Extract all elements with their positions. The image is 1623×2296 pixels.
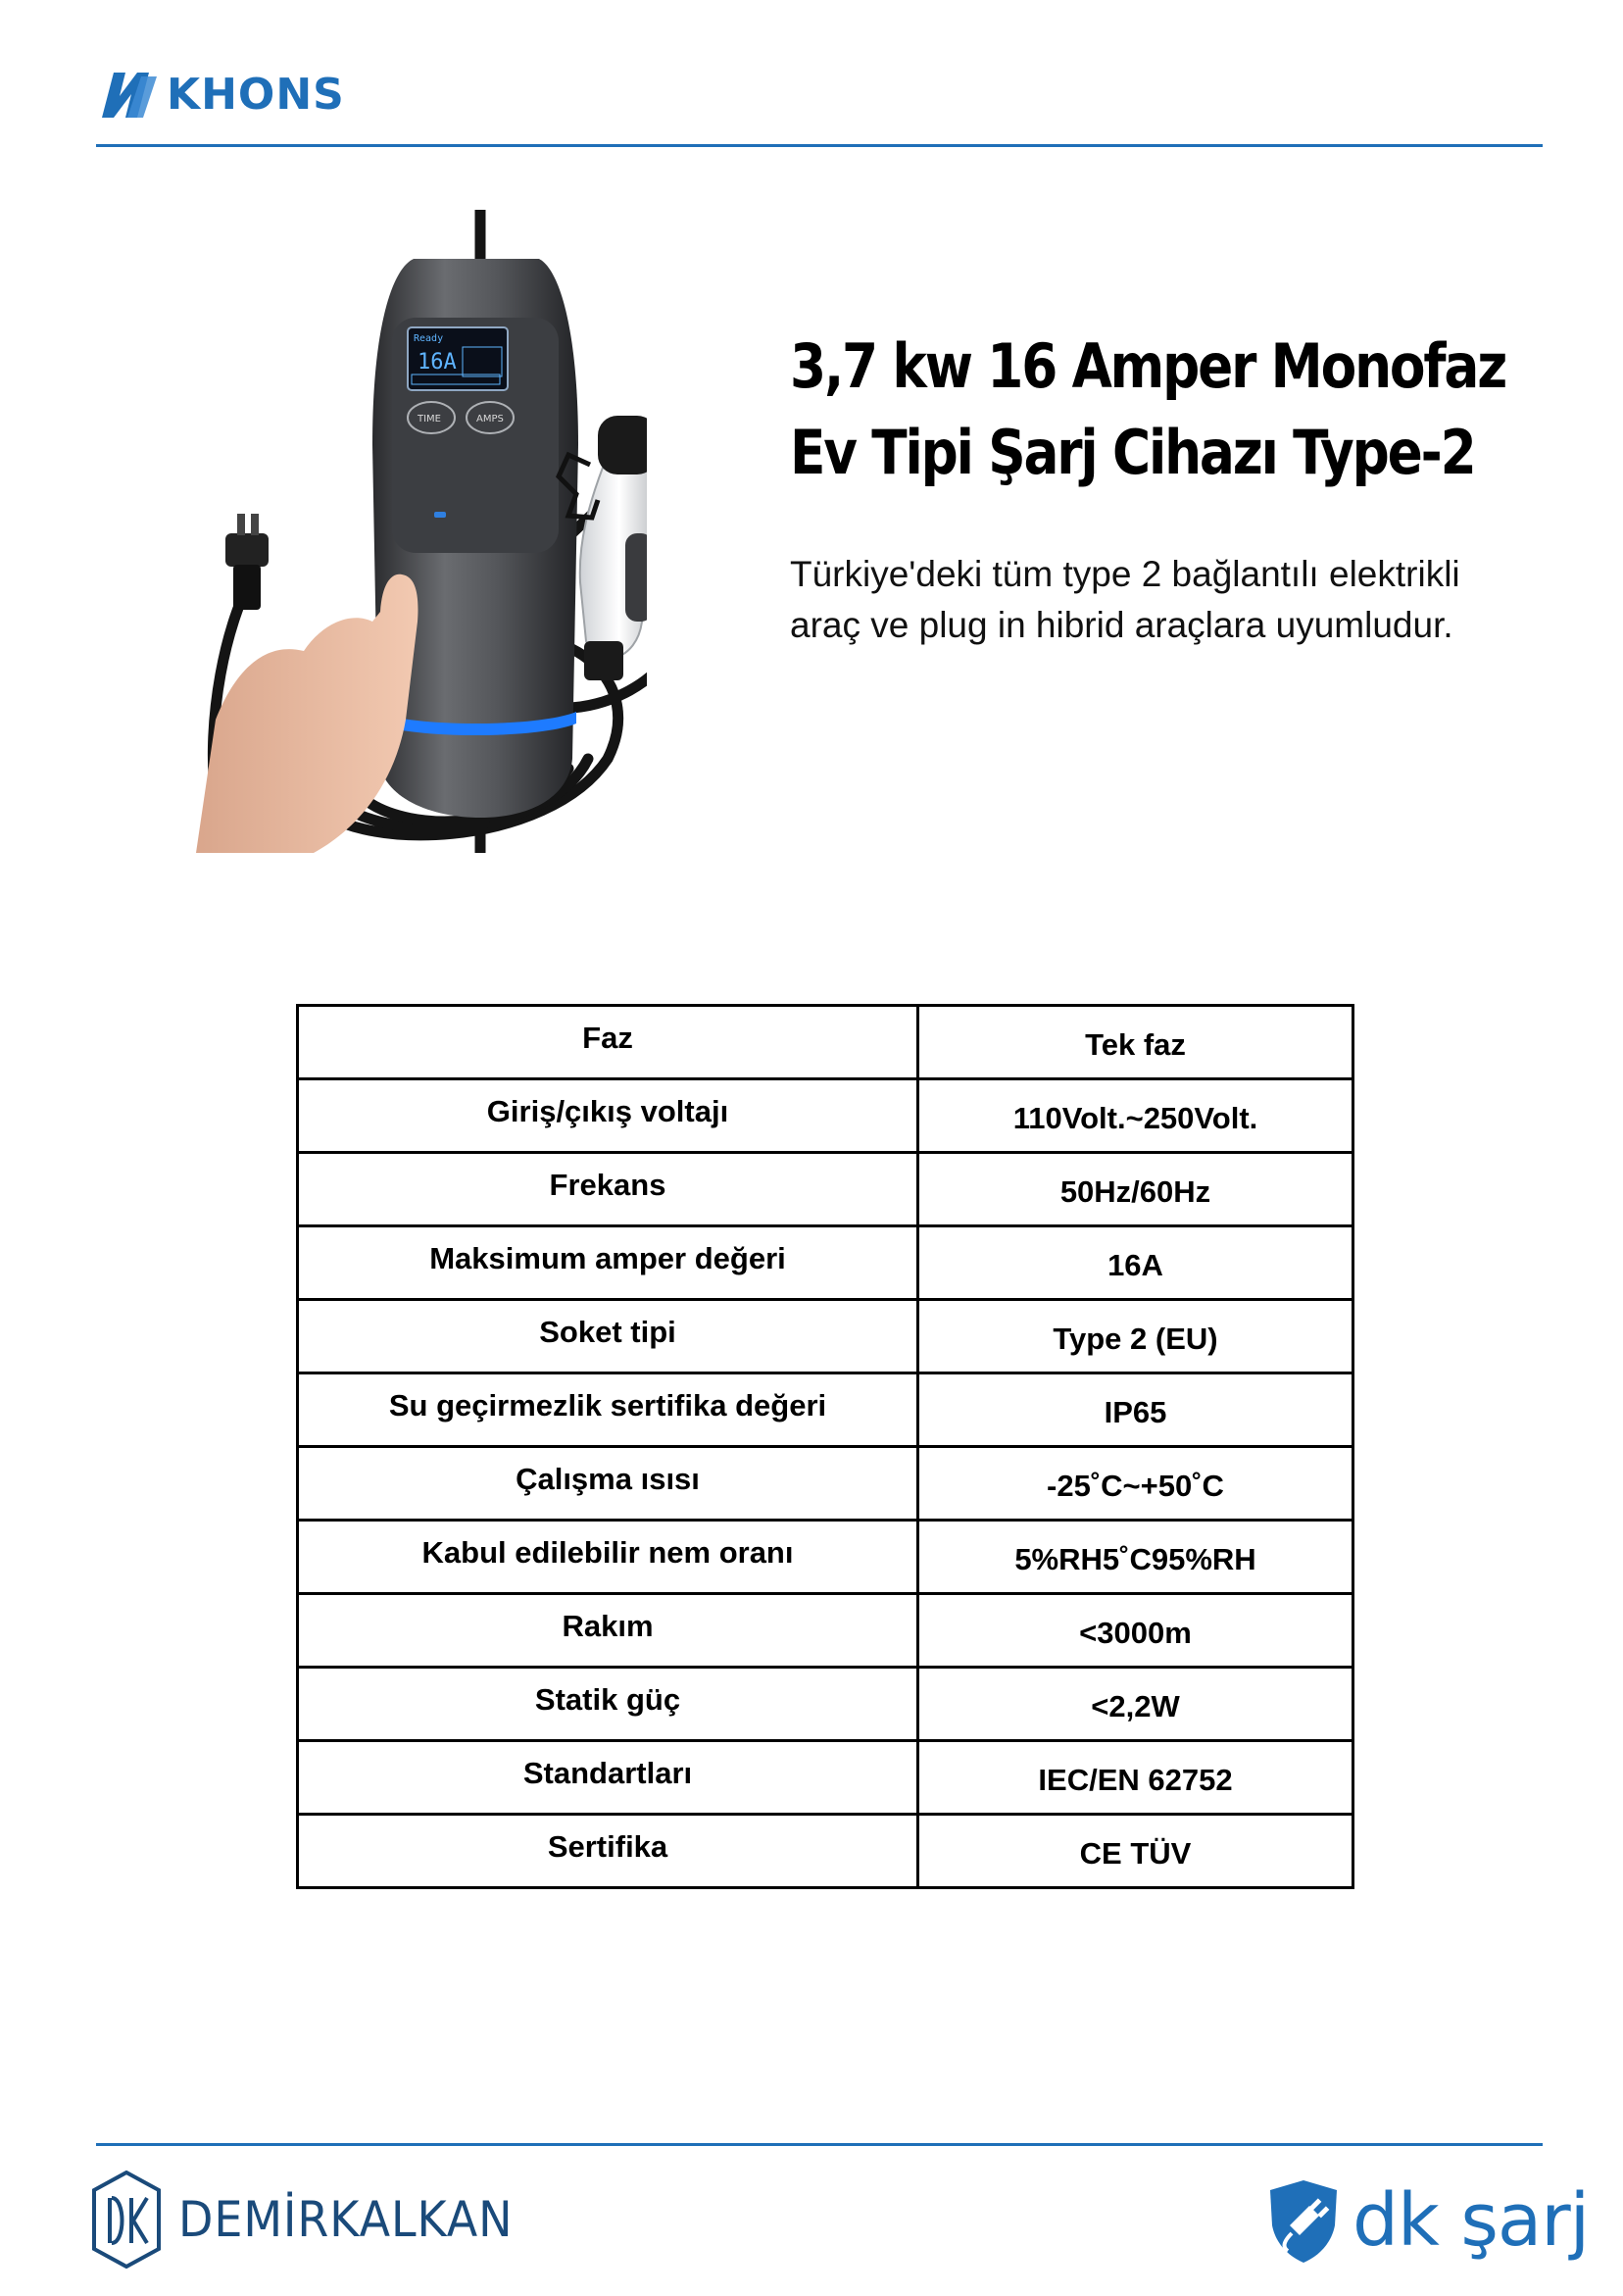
amps-button-label: AMPS — [476, 414, 504, 424]
product-title — [790, 324, 1506, 496]
spec-key: Statik güç — [298, 1668, 918, 1741]
spec-value: <3000m — [918, 1594, 1353, 1668]
spec-key: Kabul edilebilir nem oranı — [298, 1521, 918, 1594]
table-row — [298, 1300, 1353, 1373]
spec-key: Soket tipi — [298, 1300, 918, 1373]
spec-value: 50Hz/60Hz — [918, 1153, 1353, 1226]
spec-key: Çalışma ısısı — [298, 1447, 918, 1521]
demirkalkan-logo — [92, 2171, 542, 2269]
table-row — [298, 1447, 1353, 1521]
footer-divider — [96, 2143, 1543, 2146]
spec-value: 16A — [918, 1226, 1353, 1300]
brand-name: KHONS — [167, 69, 345, 120]
table-row — [298, 1153, 1353, 1226]
spec-key: Maksimum amper değeri — [298, 1226, 918, 1300]
spec-value: -25˚C~+50˚C — [918, 1447, 1353, 1521]
spec-value: IEC/EN 62752 — [918, 1741, 1353, 1815]
product-title-line2: Ev Tipi Şarj Cihazı Type-2 — [790, 417, 1475, 488]
spec-key: Rakım — [298, 1594, 918, 1668]
spec-key: Sertifika — [298, 1815, 918, 1888]
screen-amps: 16A — [418, 350, 457, 374]
spec-value: Type 2 (EU) — [918, 1300, 1353, 1373]
table-row — [298, 1226, 1353, 1300]
dk-hexagon-icon — [92, 2171, 161, 2269]
table-row — [298, 1079, 1353, 1153]
spec-value: IP65 — [918, 1373, 1353, 1447]
specs-table — [296, 1004, 1354, 1889]
spec-value: 5%RH5˚C95%RH — [918, 1521, 1353, 1594]
table-row — [298, 1668, 1353, 1741]
table-row — [298, 1373, 1353, 1447]
spec-value: CE TÜV — [918, 1815, 1353, 1888]
table-row — [298, 1594, 1353, 1668]
spec-key: Giriş/çıkış voltajı — [298, 1079, 918, 1153]
product-description: Türkiye'deki tüm type 2 bağlantılı elektrikli araç ve plug in hibrid araçlara uyumludur. — [790, 554, 1460, 645]
spec-key: Standartları — [298, 1741, 918, 1815]
product-title-line1: 3,7 kw 16 Amper Monofaz — [790, 330, 1506, 402]
khons-logo — [98, 65, 372, 124]
table-row — [298, 1006, 1353, 1079]
spec-value: <2,2W — [918, 1668, 1353, 1741]
table-row — [298, 1521, 1353, 1594]
shield-plug-icon — [1266, 2176, 1341, 2265]
dk-sarj-text: dk şarj — [1352, 2178, 1590, 2263]
time-button-label: TIME — [418, 414, 442, 424]
spec-key: Faz — [298, 1006, 918, 1079]
table-row — [298, 1815, 1353, 1888]
spec-key: Su geçirmezlik sertifika değeri — [298, 1373, 918, 1447]
spec-key: Frekans — [298, 1153, 918, 1226]
table-row — [298, 1741, 1353, 1815]
khons-logo-icon — [98, 67, 161, 122]
spec-value: 110Volt.~250Volt. — [918, 1079, 1353, 1153]
demirkalkan-text: DEMİRKALKAN — [178, 2191, 514, 2248]
header-divider — [96, 144, 1543, 147]
spec-value: Tek faz — [918, 1006, 1353, 1079]
product-image — [196, 210, 647, 853]
screen-status: Ready — [414, 333, 444, 344]
dk-sarj-logo — [1266, 2167, 1589, 2274]
specs-table-body — [298, 1006, 1353, 1888]
